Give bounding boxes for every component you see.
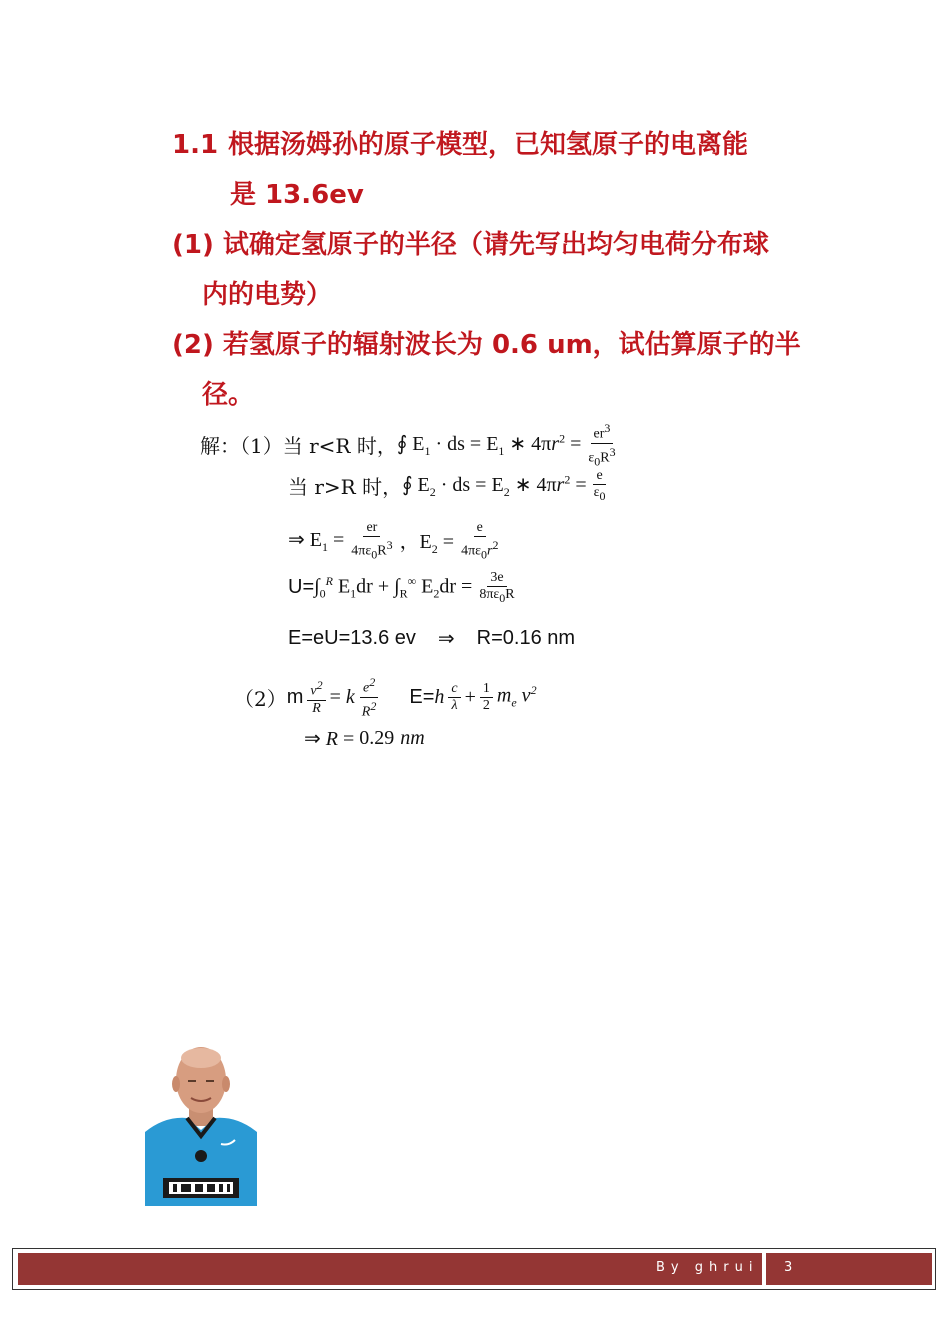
problem-title-line1: 1.1 根据汤姆孙的原子模型，已知氢原子的电离能 [172,120,822,170]
solution-case1: 解：（1） 当 r<R 时， ∮ $E_1$ · ds = $E_1$ ∗ $4\pi r^2$ = $\frac{er^3}{\varepsilon_0R^3}$ [200,421,616,469]
solution-part2: （2） m $\frac{v^2}{R}$ = k $\frac{e^2}{R^2}$ E= h $\frac{c}{\lambda}$ + $\frac{1}{2}$ $m_e$ $v^2$ [234,675,537,720]
person-photo [145,1044,257,1206]
question-1-line1: (1) 试确定氢原子的半径（请先写出均匀电荷分布球 [172,230,769,260]
gauss-equation-outer: ∮ $E_2$ · ds = $E_2$ ∗ $4\pi r^2$ = [402,472,587,499]
person-photo-icon [145,1044,257,1206]
footer-author: By ghrui [656,1260,759,1275]
page-number: 3 [784,1260,799,1275]
problem-title-line2: 是 13.6ev [230,180,364,210]
question-2-line2: 径。 [202,380,255,410]
question-1-line2: 内的电势） [202,280,333,310]
footer-bar [18,1253,762,1285]
solution-case2: 当 r>R 时， ∮ $E_2$ · ds = $E_2$ ∗ $4\pi r^2$ = $\frac{e}{\varepsilon_0}$ [288,468,606,503]
radius-result: ⇒ R = 0.29 nm [304,727,425,750]
potential-equation: U= $\int_0^R$ $E_1dr + \int_R^\infty$ $E_2dr$ = $\frac{3e}{8\pi\varepsilon_0R}$ [288,570,515,605]
problem-number: 1.1 [172,130,219,160]
field-result: ⇒ $E_1$ = $\frac{er}{4\pi\varepsilon_0R^3}$ ，$E_2$ = $\frac{e}{4\pi\varepsilon_0r^2}$ [288,520,499,562]
energy-result: E=eU=13.6 ev ⇒ R=0.16 nm [288,627,576,650]
problem-statement [172,120,822,420]
question-2-line1: (2) 若氢原子的辐射波长为 0.6 um，试估算原子的半 [172,330,801,360]
gauss-equation-inner: ∮ $E_1$ · ds = $E_1$ ∗ $4\pi r^2$ = [396,430,582,458]
